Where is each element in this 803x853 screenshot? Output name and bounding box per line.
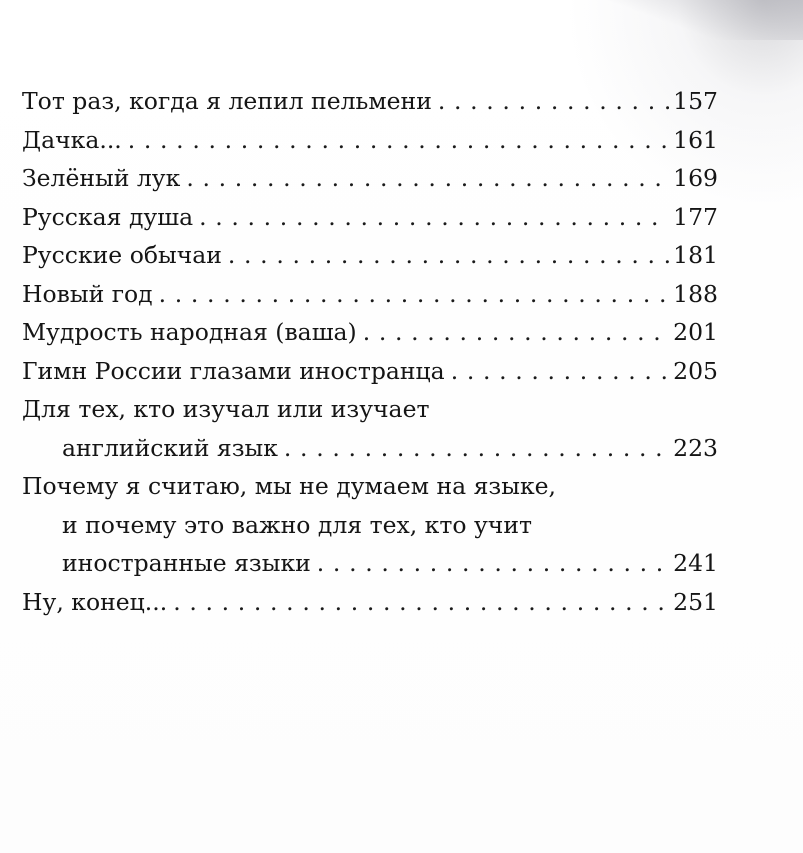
toc-entry xyxy=(22,198,718,237)
toc-entry-title: Русские обычаи xyxy=(22,241,222,269)
toc-entry-title: Ну, конец... xyxy=(22,587,168,616)
toc-entry-title-line: Почему я считаю, мы не думаем на языке, xyxy=(22,472,557,500)
toc-entry xyxy=(22,236,718,275)
toc-entry xyxy=(22,275,718,314)
toc-entry xyxy=(22,159,718,198)
toc-entry-page: 201 xyxy=(673,318,718,346)
dot-leader xyxy=(186,159,669,198)
toc-entry-title: Тот раз, когда я лепил пельмени xyxy=(22,87,432,115)
toc-entry xyxy=(22,429,718,468)
toc-entry-page: 161 xyxy=(673,125,718,154)
page-corner-shadow xyxy=(583,0,803,40)
toc-entry-page: 205 xyxy=(673,356,718,385)
dot-leader xyxy=(363,313,669,352)
toc-entry-title: Мудрость народная (ваша) xyxy=(22,318,357,346)
toc-entry-title: Новый год xyxy=(22,279,153,308)
toc-entry-title: Зелёный лук xyxy=(22,164,181,192)
dot-leader xyxy=(284,429,669,468)
dot-leader xyxy=(128,121,669,160)
toc-entry-title: Гимн России глазами иностранца xyxy=(22,356,445,385)
toc-entry-page: 241 xyxy=(673,549,718,577)
toc-entry-page: 181 xyxy=(673,241,718,269)
dot-leader xyxy=(228,236,669,275)
dot-leader xyxy=(317,544,669,583)
dot-leader xyxy=(438,82,669,121)
toc-entry xyxy=(22,313,718,352)
dot-leader xyxy=(199,198,669,237)
toc-entry-title-line: Для тех, кто изучал или изучает xyxy=(22,395,430,423)
toc-entry-page: 188 xyxy=(673,279,718,308)
toc-entry-title: Дачка... xyxy=(22,125,122,154)
toc-entry-page: 251 xyxy=(673,587,718,616)
toc-entry xyxy=(22,121,718,160)
toc-entry-title: иностранные языки xyxy=(62,549,311,577)
toc-entry-page: 177 xyxy=(673,202,718,231)
dot-leader xyxy=(451,352,669,391)
toc-entry xyxy=(22,82,718,121)
toc-entry-title-line: и почему это важно для тех, кто учит xyxy=(62,510,533,539)
table-of-contents xyxy=(22,82,718,621)
toc-entry-page: 169 xyxy=(673,164,718,192)
toc-entry-page: 157 xyxy=(673,87,718,115)
toc-entry xyxy=(22,352,718,391)
dot-leader xyxy=(173,583,669,622)
toc-entry-page: 223 xyxy=(673,433,718,462)
toc-entry-title: английский язык xyxy=(62,433,278,462)
toc-entry xyxy=(22,583,718,622)
toc-entry-title: Русская душа xyxy=(22,202,194,231)
dot-leader xyxy=(159,275,670,314)
toc-entry xyxy=(22,544,718,583)
